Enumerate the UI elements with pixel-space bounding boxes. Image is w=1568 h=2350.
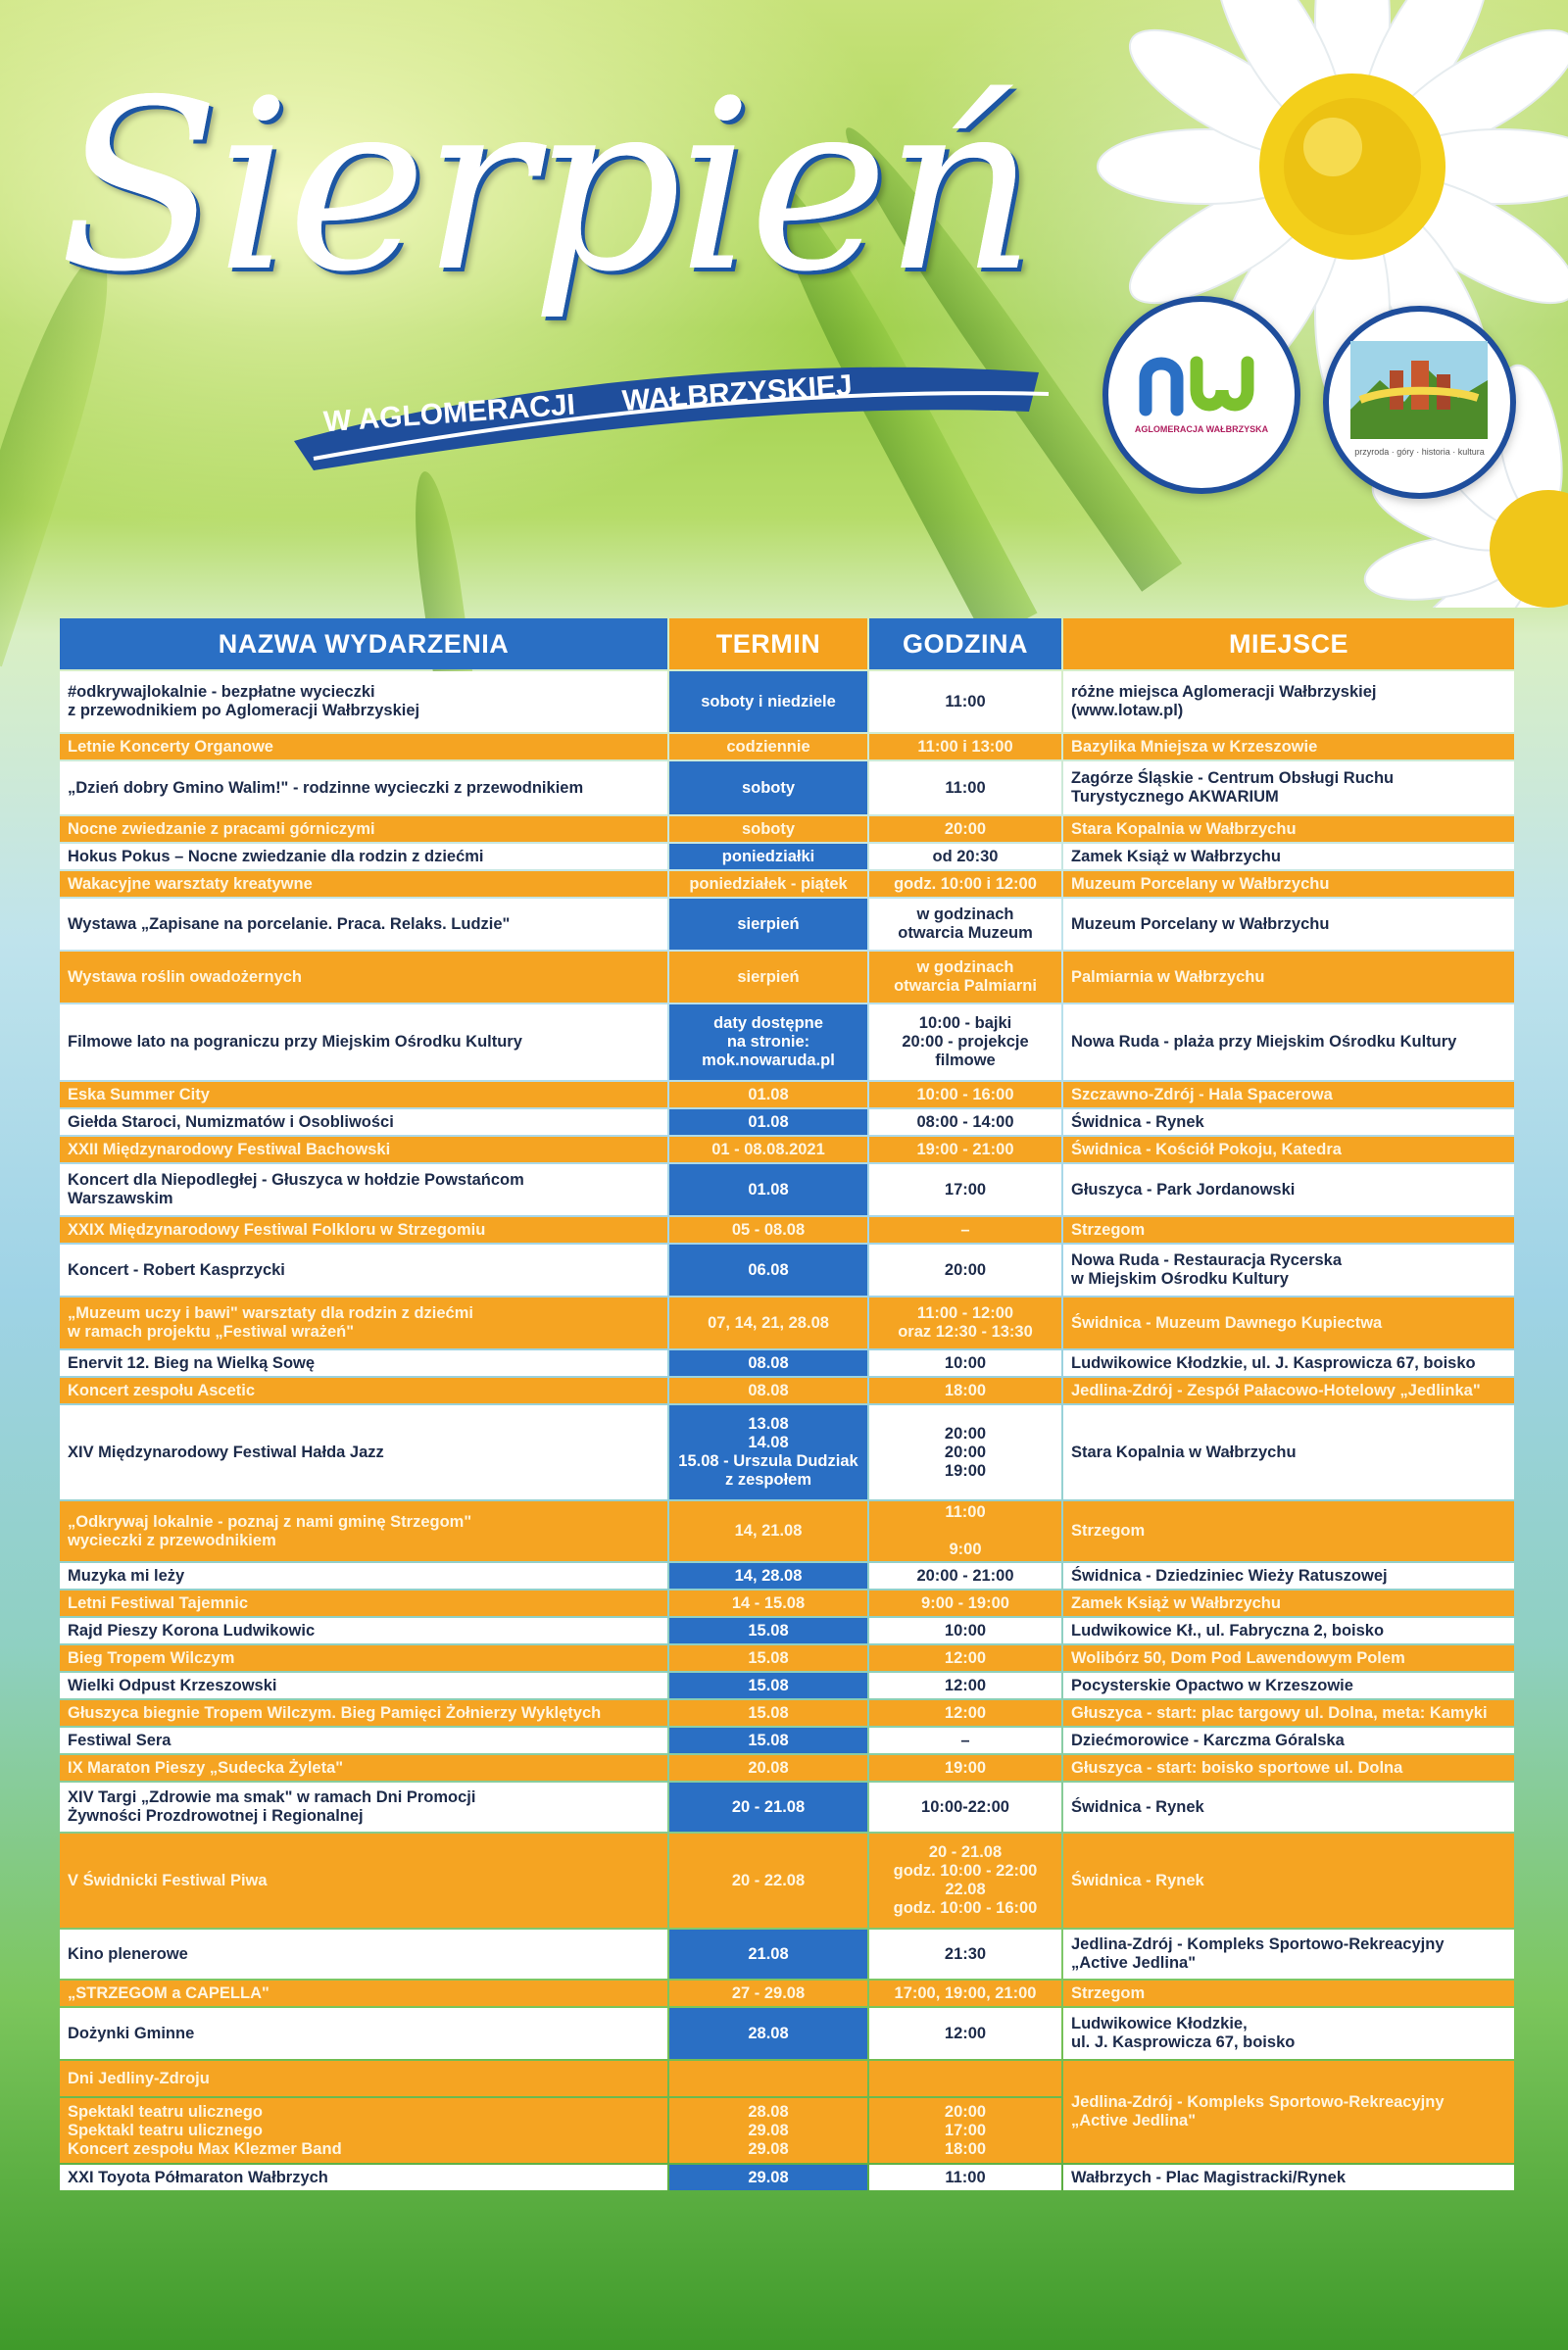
event-hour-cell: 19:00 - 21:00	[869, 1137, 1061, 1162]
table-row	[60, 1378, 1514, 1403]
table-row	[60, 1082, 1514, 1107]
event-name-cell: XXII Międzynarodowy Festiwal Bachowski	[60, 1137, 667, 1162]
table-row	[60, 1645, 1514, 1671]
event-place-cell: Świdnica - Rynek	[1063, 1109, 1514, 1135]
event-term-cell: 15.08	[669, 1645, 867, 1671]
table-row	[60, 2061, 1514, 2096]
event-term-cell: soboty i niedziele	[669, 671, 867, 732]
event-place-cell: Głuszyca - start: plac targowy ul. Dolna, meta: Kamyki	[1063, 1700, 1514, 1726]
event-term-cell: daty dostępne na stronie: mok.nowaruda.pl	[669, 1004, 867, 1080]
event-hour-cell: 11:00	[869, 761, 1061, 814]
event-term-cell: 14 - 15.08	[669, 1591, 867, 1616]
event-hour-cell: 19:00	[869, 1755, 1061, 1781]
aglomeracja-logo	[1323, 306, 1516, 499]
column-header-place: MIEJSCE	[1063, 618, 1514, 669]
event-place-cell: Świdnica - Kościół Pokoju, Katedra	[1063, 1137, 1514, 1162]
table-row	[60, 1563, 1514, 1589]
table-row	[60, 1405, 1514, 1499]
event-place-cell: Strzegom	[1063, 1501, 1514, 1561]
table-row	[60, 1109, 1514, 1135]
event-place-cell: Szczawno-Zdrój - Hala Spacerowa	[1063, 1082, 1514, 1107]
column-header-term: TERMIN	[669, 618, 867, 669]
table-row	[60, 1297, 1514, 1348]
event-hour-cell: 12:00	[869, 2008, 1061, 2059]
table-row	[60, 899, 1514, 950]
event-hour-cell: 11:00 9:00	[869, 1501, 1061, 1561]
table-row	[60, 871, 1514, 897]
event-place-cell: Nowa Ruda - Restauracja Rycerska w Miejskim Ośrodku Kultury	[1063, 1245, 1514, 1296]
table-row	[60, 1618, 1514, 1643]
event-term-cell: 01.08	[669, 1109, 867, 1135]
event-hour-cell: 11:00 - 12:00 oraz 12:30 - 13:30	[869, 1297, 1061, 1348]
event-name-cell: Wakacyjne warsztaty kreatywne	[60, 871, 667, 897]
event-name-cell: Hokus Pokus – Nocne zwiedzanie dla rodzin z dziećmi	[60, 844, 667, 869]
event-term-cell: 05 - 08.08	[669, 1217, 867, 1243]
table-row	[60, 2008, 1514, 2059]
banner-left-text: W AGLOMERACJI	[322, 388, 576, 439]
event-term-cell: 15.08	[669, 1728, 867, 1753]
event-place-cell: Świdnica - Muzeum Dawnego Kupiectwa	[1063, 1297, 1514, 1348]
event-term-cell: 28.08 29.08 29.08	[669, 2098, 867, 2163]
event-name-cell: IX Maraton Pieszy „Sudecka Żyleta"	[60, 1755, 667, 1781]
event-name-cell: Bieg Tropem Wilczym	[60, 1645, 667, 1671]
event-name-cell: Eska Summer City	[60, 1082, 667, 1107]
table-row	[60, 844, 1514, 869]
event-hour-cell: 20:00	[869, 816, 1061, 842]
table-row	[60, 1700, 1514, 1726]
event-term-cell: 20 - 21.08	[669, 1783, 867, 1832]
event-hour-cell	[869, 2061, 1061, 2096]
event-name-cell: Letnie Koncerty Organowe	[60, 734, 667, 759]
nw-logo	[1102, 296, 1300, 494]
table-row	[60, 1673, 1514, 1698]
event-place-cell: Pocysterskie Opactwo w Krzeszowie	[1063, 1673, 1514, 1698]
event-place-cell: Świdnica - Dziedziniec Wieży Ratuszowej	[1063, 1563, 1514, 1589]
event-term-cell	[669, 2061, 867, 2096]
event-hour-cell: –	[869, 1217, 1061, 1243]
event-hour-cell: 20:00 20:00 19:00	[869, 1405, 1061, 1499]
nw-logo-icon	[1138, 349, 1265, 417]
event-name-cell: „Muzeum uczy i bawi" warsztaty dla rodzin z dziećmi w ramach projektu „Festiwal wrażeń"	[60, 1297, 667, 1348]
event-hour-cell: 17:00	[869, 1164, 1061, 1215]
event-place-cell: Ludwikowice Kł., ul. Fabryczna 2, boisko	[1063, 1618, 1514, 1643]
event-term-cell: codziennie	[669, 734, 867, 759]
event-term-cell: 14, 28.08	[669, 1563, 867, 1589]
table-row	[60, 1217, 1514, 1243]
event-name-cell: Festiwal Sera	[60, 1728, 667, 1753]
table-row	[60, 816, 1514, 842]
event-hour-cell: 11:00	[869, 671, 1061, 732]
column-header-hour: GODZINA	[869, 618, 1061, 669]
event-place-cell: Nowa Ruda - plaża przy Miejskim Ośrodku Kultury	[1063, 1004, 1514, 1080]
event-term-cell: 06.08	[669, 1245, 867, 1296]
event-term-cell: sierpień	[669, 899, 867, 950]
event-name-cell: Enervit 12. Bieg na Wielką Sowę	[60, 1350, 667, 1376]
nw-logo-caption: AGLOMERACJA WAŁBRZYSKA	[1134, 424, 1269, 434]
event-name-cell: Wystawa „Zapisane na porcelanie. Praca. Relaks. Ludzie"	[60, 899, 667, 950]
event-name-cell: V Świdnicki Festiwal Piwa	[60, 1834, 667, 1928]
table-row	[60, 1930, 1514, 1979]
event-term-cell: 01.08	[669, 1164, 867, 1215]
event-term-cell: 20.08	[669, 1755, 867, 1781]
table-row	[60, 1591, 1514, 1616]
event-place-cell: różne miejsca Aglomeracji Wałbrzyskiej (www.lotaw.pl)	[1063, 671, 1514, 732]
event-place-cell: Świdnica - Rynek	[1063, 1783, 1514, 1832]
event-hour-cell: 18:00	[869, 1378, 1061, 1403]
event-term-cell: 28.08	[669, 2008, 867, 2059]
event-term-cell: 20 - 22.08	[669, 1834, 867, 1928]
event-name-cell: Wielki Odpust Krzeszowski	[60, 1673, 667, 1698]
column-header-event: NAZWA WYDARZENIA	[60, 618, 667, 669]
event-hour-cell: godz. 10:00 i 12:00	[869, 871, 1061, 897]
month-title: Sierpień	[59, 49, 1032, 323]
event-place-cell: Głuszyca - Park Jordanowski	[1063, 1164, 1514, 1215]
event-name-cell: Rajd Pieszy Korona Ludwikowic	[60, 1618, 667, 1643]
event-name-cell: Kino plenerowe	[60, 1930, 667, 1979]
event-term-cell: 01.08	[669, 1082, 867, 1107]
event-hour-cell: 20:00	[869, 1245, 1061, 1296]
event-place-cell: Zamek Książ w Wałbrzychu	[1063, 844, 1514, 869]
event-term-cell: poniedziałki	[669, 844, 867, 869]
event-name-cell: Letni Festiwal Tajemnic	[60, 1591, 667, 1616]
event-hour-cell: 20 - 21.08 godz. 10:00 - 22:00 22.08 godz. 10:00 - 16:00	[869, 1834, 1061, 1928]
event-hour-cell: od 20:30	[869, 844, 1061, 869]
event-hour-cell: 08:00 - 14:00	[869, 1109, 1061, 1135]
table-row	[60, 734, 1514, 759]
event-hour-cell: 11:00	[869, 2165, 1061, 2190]
event-name-cell: Dni Jedliny-Zdroju	[60, 2061, 667, 2096]
event-hour-cell: 10:00	[869, 1350, 1061, 1376]
event-hour-cell: 12:00	[869, 1673, 1061, 1698]
event-term-cell: 15.08	[669, 1700, 867, 1726]
event-name-cell: XIV Międzynarodowy Festiwal Hałda Jazz	[60, 1405, 667, 1499]
table-row	[60, 761, 1514, 814]
event-place-cell: Palmiarnia w Wałbrzychu	[1063, 952, 1514, 1003]
event-hour-cell: –	[869, 1728, 1061, 1753]
event-name-cell: XXIX Międzynarodowy Festiwal Folkloru w Strzegomiu	[60, 1217, 667, 1243]
event-place-cell: Wałbrzych - Plac Magistracki/Rynek	[1063, 2165, 1514, 2190]
table-row	[60, 1728, 1514, 1753]
event-name-cell: XXI Toyota Półmaraton Wałbrzych	[60, 2165, 667, 2190]
event-name-cell: „STRZEGOM a CAPELLA"	[60, 1981, 667, 2006]
event-name-cell: Spektakl teatru ulicznego Spektakl teatru ulicznego Koncert zespołu Max Klezmer Band	[60, 2098, 667, 2163]
event-place-cell: Wolibórz 50, Dom Pod Lawendowym Polem	[1063, 1645, 1514, 1671]
castle-landscape-icon	[1350, 341, 1488, 439]
event-name-cell: Nocne zwiedzanie z pracami górniczymi	[60, 816, 667, 842]
table-row	[60, 1164, 1514, 1215]
table-row	[60, 1004, 1514, 1080]
event-name-cell: Wystawa roślin owadożernych	[60, 952, 667, 1003]
event-place-cell: Strzegom	[1063, 1217, 1514, 1243]
event-term-cell: soboty	[669, 816, 867, 842]
event-name-cell: Giełda Staroci, Numizmatów i Osobliwości	[60, 1109, 667, 1135]
event-name-cell: Koncert dla Niepodległej - Głuszyca w hołdzie Powstańcom Warszawskim	[60, 1164, 667, 1215]
event-place-cell: Zamek Książ w Wałbrzychu	[1063, 1591, 1514, 1616]
event-term-cell: 08.08	[669, 1378, 867, 1403]
event-hour-cell: 11:00 i 13:00	[869, 734, 1061, 759]
event-hour-cell: 10:00	[869, 1618, 1061, 1643]
event-term-cell: 27 - 29.08	[669, 1981, 867, 2006]
event-place-cell: Dziećmorowice - Karczma Góralska	[1063, 1728, 1514, 1753]
event-name-cell: Koncert - Robert Kasprzycki	[60, 1245, 667, 1296]
event-hour-cell: w godzinach otwarcia Muzeum	[869, 899, 1061, 950]
event-name-cell: XIV Targi „Zdrowie ma smak" w ramach Dni Promocji Żywności Prozdrowotnej i Regionalnej	[60, 1783, 667, 1832]
table-row	[60, 1501, 1514, 1561]
event-term-cell: 15.08	[669, 1673, 867, 1698]
event-term-cell: soboty	[669, 761, 867, 814]
banner-right-text: WAŁBRZYSKIEJ	[620, 368, 854, 417]
event-hour-cell: 21:30	[869, 1930, 1061, 1979]
event-term-cell: 29.08	[669, 2165, 867, 2190]
event-place-cell: Ludwikowice Kłodzkie, ul. J. Kasprowicza 67, boisko	[1063, 1350, 1514, 1376]
event-place-cell: Strzegom	[1063, 1981, 1514, 2006]
table-row	[60, 1834, 1514, 1928]
event-name-cell: Głuszyca biegnie Tropem Wilczym. Bieg Pamięci Żołnierzy Wyklętych	[60, 1700, 667, 1726]
table-header-row	[60, 618, 1514, 669]
event-place-cell: Ludwikowice Kłodzkie, ul. J. Kasprowicza 67, boisko	[1063, 2008, 1514, 2059]
event-term-cell: 21.08	[669, 1930, 867, 1979]
table-row	[60, 1137, 1514, 1162]
event-name-cell: „Odkrywaj lokalnie - poznaj z nami gminę Strzegom" wycieczki z przewodnikiem	[60, 1501, 667, 1561]
event-place-cell: Jedlina-Zdrój - Kompleks Sportowo-Rekreacyjny „Active Jedlina"	[1063, 1930, 1514, 1979]
table-row	[60, 671, 1514, 732]
table-row	[60, 2165, 1514, 2190]
event-place-cell: Stara Kopalnia w Wałbrzychu	[1063, 816, 1514, 842]
event-term-cell: 13.08 14.08 15.08 - Urszula Dudziak z zespołem	[669, 1405, 867, 1499]
event-term-cell: 14, 21.08	[669, 1501, 867, 1561]
event-name-cell: „Dzień dobry Gmino Walim!" - rodzinne wycieczki z przewodnikiem	[60, 761, 667, 814]
event-hour-cell: w godzinach otwarcia Palmiarni	[869, 952, 1061, 1003]
event-place-cell: Zagórze Śląskie - Centrum Obsługi Ruchu Turystycznego AKWARIUM	[1063, 761, 1514, 814]
event-hour-cell: 20:00 - 21:00	[869, 1563, 1061, 1589]
event-term-cell: sierpień	[669, 952, 867, 1003]
event-place-cell: Jedlina-Zdrój - Kompleks Sportowo-Rekreacyjny „Active Jedlina"	[1063, 2061, 1514, 2163]
event-term-cell: poniedziałek - piątek	[669, 871, 867, 897]
aglomeracja-logo-caption: przyroda · góry · historia · kultura	[1354, 447, 1485, 457]
event-term-cell: 15.08	[669, 1618, 867, 1643]
event-term-cell: 08.08	[669, 1350, 867, 1376]
events-table	[58, 616, 1514, 2192]
table-row	[60, 952, 1514, 1003]
event-place-cell: Świdnica - Rynek	[1063, 1834, 1514, 1928]
event-hour-cell: 12:00	[869, 1645, 1061, 1671]
event-place-cell: Muzeum Porcelany w Wałbrzychu	[1063, 871, 1514, 897]
event-term-cell: 07, 14, 21, 28.08	[669, 1297, 867, 1348]
event-hour-cell: 9:00 - 19:00	[869, 1591, 1061, 1616]
event-name-cell: Dożynki Gminne	[60, 2008, 667, 2059]
table-row	[60, 1350, 1514, 1376]
event-place-cell: Głuszyca - start: boisko sportowe ul. Dolna	[1063, 1755, 1514, 1781]
event-hour-cell: 12:00	[869, 1700, 1061, 1726]
event-place-cell: Jedlina-Zdrój - Zespół Pałacowo-Hotelowy „Jedlinka"	[1063, 1378, 1514, 1403]
table-row	[60, 1783, 1514, 1832]
event-place-cell: Bazylika Mniejsza w Krzeszowie	[1063, 734, 1514, 759]
event-name-cell: #odkrywajlokalnie - bezpłatne wycieczki z przewodnikiem po Aglomeracji Wałbrzyskiej	[60, 671, 667, 732]
event-name-cell: Muzyka mi leży	[60, 1563, 667, 1589]
event-place-cell: Stara Kopalnia w Wałbrzychu	[1063, 1405, 1514, 1499]
event-hour-cell: 10:00-22:00	[869, 1783, 1061, 1832]
event-hour-cell: 20:00 17:00 18:00	[869, 2098, 1061, 2163]
event-hour-cell: 10:00 - bajki 20:00 - projekcje filmowe	[869, 1004, 1061, 1080]
event-name-cell: Koncert zespołu Ascetic	[60, 1378, 667, 1403]
table-row	[60, 1245, 1514, 1296]
event-place-cell: Muzeum Porcelany w Wałbrzychu	[1063, 899, 1514, 950]
table-row	[60, 1755, 1514, 1781]
table-row	[60, 1981, 1514, 2006]
event-hour-cell: 10:00 - 16:00	[869, 1082, 1061, 1107]
event-hour-cell: 17:00, 19:00, 21:00	[869, 1981, 1061, 2006]
event-term-cell: 01 - 08.08.2021	[669, 1137, 867, 1162]
event-name-cell: Filmowe lato na pograniczu przy Miejskim Ośrodku Kultury	[60, 1004, 667, 1080]
